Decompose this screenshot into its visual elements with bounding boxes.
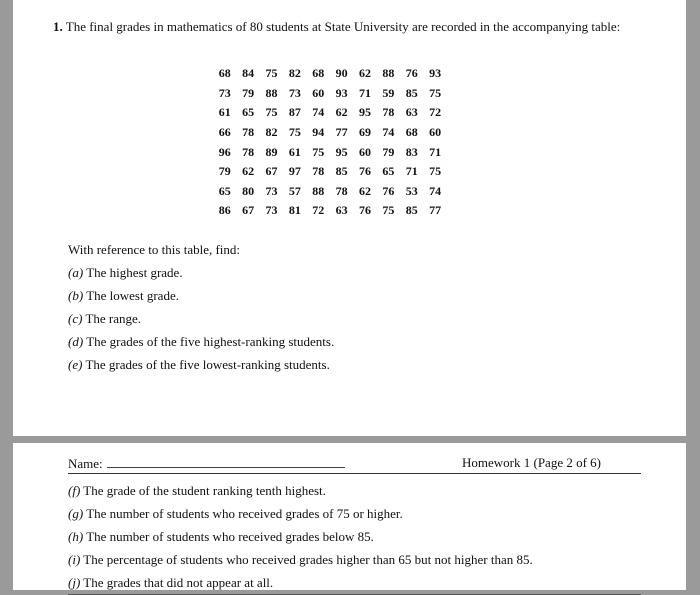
grade-cell: 88 [265,85,278,100]
question-number: 1. [53,19,63,34]
question-parts-list-2 [68,479,641,595]
grade-cell: 62 [335,105,348,120]
part-text: The grades that did not appear at all. [83,575,274,590]
grade-cell: 63 [335,203,348,218]
grade-cell: 93 [429,66,442,81]
grade-cell: 62 [242,164,255,179]
grade-cell: 75 [265,66,278,81]
grade-cell: 90 [335,66,348,81]
grade-cell: 93 [335,85,348,100]
grade-cell: 74 [312,105,325,120]
part-text: The number of students who received grades below 85. [86,529,374,544]
grade-cell: 73 [265,203,278,218]
grade-cell: 65 [218,183,231,198]
grade-cell: 74 [382,125,395,140]
grade-cell: 97 [288,164,301,179]
grade-cell: 60 [312,85,325,100]
question-title [53,15,663,38]
grade-cell: 62 [358,66,371,81]
question-part [68,502,641,525]
grade-cell: 75 [429,164,442,179]
grade-cell: 75 [265,105,278,120]
table-row [213,201,447,221]
question-text: The final grades in mathematics of 80 students at State University are recorded in the accompanying table: [65,19,621,34]
question-part [68,261,334,284]
part-text: The range. [85,311,142,326]
part-text: The grades of the five lowest-ranking students. [85,357,330,372]
grade-cell: 63 [405,105,418,120]
grade-cell: 71 [358,85,371,100]
part-letter: (a) [68,265,84,280]
part-text: The grades of the five highest-ranking students. [86,334,335,349]
table-row [213,182,447,202]
grade-cell: 67 [265,164,278,179]
grade-cell: 79 [382,144,395,159]
question-part [68,307,334,330]
grade-cell: 61 [288,144,301,159]
grade-cell: 75 [429,85,442,100]
grade-cell: 60 [358,144,371,159]
grade-cell: 81 [288,203,301,218]
grade-cell: 82 [265,125,278,140]
grade-cell: 76 [405,66,418,81]
table-row [213,142,447,162]
part-text: The grade of the student ranking tenth highest. [83,483,326,498]
grade-cell: 85 [335,164,348,179]
part-letter: (j) [68,575,81,590]
grade-cell: 73 [288,85,301,100]
grade-cell: 72 [312,203,325,218]
name-blank-line [107,455,345,468]
grade-cell: 96 [218,144,231,159]
grade-cell: 95 [358,105,371,120]
grade-cell: 57 [288,183,301,198]
grade-cell: 60 [429,125,442,140]
page-header [68,455,641,474]
grade-cell: 86 [218,203,231,218]
grade-cell: 88 [312,183,325,198]
part-letter: (c) [68,311,83,326]
grade-cell: 84 [242,66,255,81]
part-text: The number of students who received grades of 75 or higher. [86,506,403,521]
homework-label: Homework 1 (Page 2 of 6) [462,455,601,470]
grade-cell: 85 [405,85,418,100]
table-row [213,84,447,104]
grade-cell: 79 [218,164,231,179]
grade-cell: 78 [242,125,255,140]
grade-cell: 68 [405,125,418,140]
grade-cell: 53 [405,183,418,198]
grade-cell: 77 [335,125,348,140]
grade-cell: 78 [242,144,255,159]
grade-cell: 95 [335,144,348,159]
question-part [68,479,641,502]
grade-cell: 69 [358,125,371,140]
grade-cell: 80 [242,183,255,198]
grade-cell: 62 [358,183,371,198]
question-part [68,571,641,595]
part-letter: (d) [68,334,84,349]
part-letter: (h) [68,529,84,544]
part-text: The percentage of students who received grades higher than 65 but not higher than 85. [83,552,533,567]
table-row [213,64,447,84]
grade-cell: 79 [242,85,255,100]
grade-cell: 88 [382,66,395,81]
grade-cell: 68 [312,66,325,81]
grade-cell: 76 [358,203,371,218]
grade-cell: 75 [288,125,301,140]
document-page-2 [13,443,686,590]
grade-cell: 76 [382,183,395,198]
grade-cell: 76 [358,164,371,179]
question-parts-list-1 [68,238,334,376]
grade-cell: 82 [288,66,301,81]
grade-cell: 77 [429,203,442,218]
grade-cell: 67 [242,203,255,218]
question-part [68,525,641,548]
part-text: The highest grade. [86,265,183,280]
grade-cell: 66 [218,125,231,140]
part-text: The lowest grade. [86,288,179,303]
grade-cell: 61 [218,105,231,120]
question-part [68,330,334,353]
grade-cell: 75 [312,144,325,159]
table-row [213,123,447,143]
part-letter: (g) [68,506,84,521]
grade-cell: 68 [218,66,231,81]
table-row [213,162,447,182]
grade-cell: 73 [265,183,278,198]
part-letter: (b) [68,288,84,303]
grade-cell: 71 [429,144,442,159]
name-label: Name: [68,456,103,471]
table-row [213,103,447,123]
grade-cell: 78 [382,105,395,120]
document-page-1 [13,0,686,436]
intro-text: With reference to this table, find: [68,242,241,257]
grade-cell: 65 [242,105,255,120]
grade-cell: 65 [382,164,395,179]
part-letter: (i) [68,552,81,567]
question-part [68,284,334,307]
grade-cell: 74 [429,183,442,198]
grade-cell: 75 [382,203,395,218]
grade-cell: 59 [382,85,395,100]
question-part [68,353,334,376]
grade-cell: 85 [405,203,418,218]
part-letter: (f) [68,483,81,498]
grade-cell: 83 [405,144,418,159]
grade-cell: 89 [265,144,278,159]
grade-cell: 78 [335,183,348,198]
grade-cell: 94 [312,125,325,140]
grades-table [213,64,447,221]
grade-cell: 72 [429,105,442,120]
grade-cell: 71 [405,164,418,179]
grade-cell: 73 [218,85,231,100]
part-letter: (e) [68,357,83,372]
grade-cell: 87 [288,105,301,120]
question-part [68,548,641,571]
grade-cell: 78 [312,164,325,179]
